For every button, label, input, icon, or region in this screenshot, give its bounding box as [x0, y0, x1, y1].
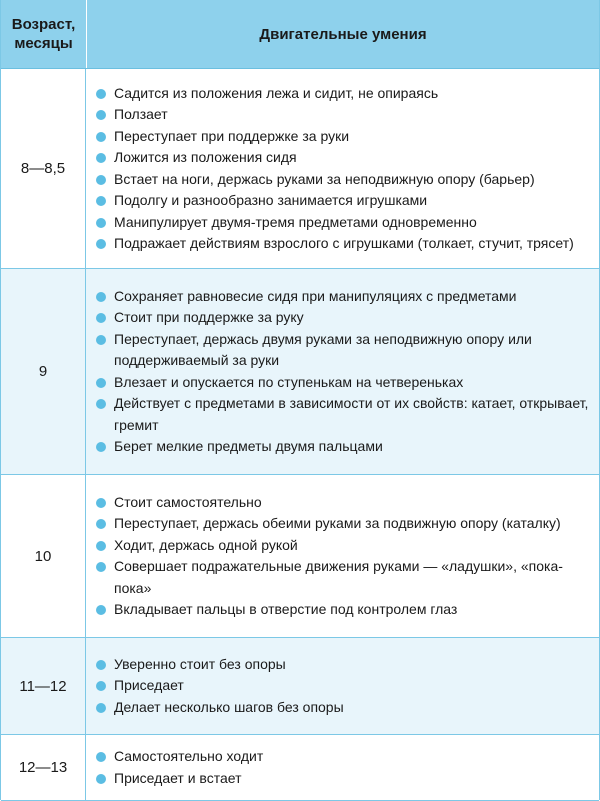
list-item [94, 746, 591, 768]
bullet-icon [96, 774, 106, 784]
bullet-icon [96, 313, 106, 323]
skills-cell [86, 69, 599, 268]
skill-text: Приседает [114, 677, 184, 694]
bullet-icon [96, 541, 106, 551]
age-cell: 11—12 [1, 638, 86, 734]
age-column-header [1, 0, 87, 68]
list-item [94, 675, 591, 697]
skill-text: Берет мелкие предметы двумя пальцами [114, 438, 383, 454]
skill-text: Подолгу и разнообразно занимается игрушками [114, 192, 428, 208]
skill-text: Переступает при поддержке за руки [114, 127, 350, 144]
bullet-icon [96, 660, 106, 670]
list-item [94, 599, 591, 621]
skills-cell [86, 735, 599, 800]
list-item [94, 233, 591, 255]
skill-text: Влезает и опускается по ступенькам на четвереньках [114, 373, 464, 390]
list-item [94, 556, 591, 599]
skills-list [94, 654, 591, 719]
bullet-icon [96, 335, 106, 345]
table-header [1, 0, 599, 69]
skill-text: Самостоятельно ходит [114, 748, 264, 764]
list-item [94, 535, 591, 557]
skills-list [94, 492, 591, 621]
skill-text: Встает на ноги, держась руками за неподвижную опору (барьер) [114, 170, 535, 187]
table-row [1, 735, 599, 801]
skills-list [94, 286, 591, 458]
list-item [94, 654, 591, 676]
bullet-icon [96, 399, 106, 409]
bullet-icon [96, 752, 106, 762]
skills-list [94, 83, 591, 255]
skill-text: Подражает действиям взрослого с игрушками (толкает, стучит, трясет) [114, 235, 574, 251]
bullet-icon [96, 562, 106, 572]
list-item [94, 286, 591, 308]
skill-text: Уверенно стоит без опоры [114, 655, 286, 672]
table-row [1, 475, 599, 638]
skill-text: Совершает подражательные движения руками — «ладушки», «пока-пока» [114, 558, 563, 596]
skill-text: Ползает [114, 106, 168, 122]
skill-text: Приседает и встает [114, 769, 242, 786]
skills-list [94, 746, 591, 789]
skill-text: Делает несколько шагов без опоры [114, 698, 344, 715]
bullet-icon [96, 681, 106, 691]
list-item [94, 436, 591, 458]
list-item [94, 307, 591, 329]
bullet-icon [96, 378, 106, 388]
skills-column-header: Двигательные умения [259, 25, 427, 43]
skills-cell [86, 269, 599, 474]
list-item [94, 329, 591, 372]
age-cell: 10 [1, 475, 86, 637]
bullet-icon [96, 89, 106, 99]
list-item [94, 190, 591, 212]
list-item [94, 492, 591, 514]
skill-text: Сохраняет равновесие сидя при манипуляциях с предметами [114, 287, 517, 304]
age-cell: 12—13 [1, 735, 86, 800]
age-cell: 9 [1, 269, 86, 474]
list-item [94, 393, 591, 436]
bullet-icon [96, 218, 106, 228]
skill-text: Манипулирует двумя-тремя предметами одновременно [114, 213, 477, 230]
list-item [94, 104, 591, 126]
age-cell: 8—8,5 [1, 69, 86, 268]
age-header-line1: Возраст, [11, 16, 76, 33]
skill-text: Садится из положения лежа и сидит, не опираясь [114, 84, 439, 101]
table-row [1, 638, 599, 735]
list-item [94, 126, 591, 148]
skill-text: Переступает, держась обеими руками за подвижную опору (каталку) [114, 515, 561, 531]
table-row [1, 269, 599, 475]
list-item [94, 147, 591, 169]
bullet-icon [96, 292, 106, 302]
list-item [94, 697, 591, 719]
bullet-icon [96, 519, 106, 529]
bullet-icon [96, 196, 106, 206]
age-header-line2: месяцы [14, 35, 73, 52]
bullet-icon [96, 153, 106, 163]
bullet-icon [96, 703, 106, 713]
skills-cell [86, 475, 599, 637]
skill-text: Ложится из положения сидя [114, 149, 297, 165]
bullet-icon [96, 498, 106, 508]
bullet-icon [96, 132, 106, 142]
list-item [94, 513, 591, 535]
skill-text: Стоит самостоятельно [114, 493, 262, 510]
skill-text: Действует с предметами в зависимости от их свойств: катает, открывает, гремит [114, 395, 589, 433]
list-item [94, 372, 591, 394]
list-item [94, 83, 591, 105]
list-item [94, 169, 591, 191]
bullet-icon [96, 442, 106, 452]
skills-cell [86, 638, 599, 734]
bullet-icon [96, 605, 106, 615]
list-item [94, 768, 591, 790]
bullet-icon [96, 175, 106, 185]
table-row [1, 69, 599, 269]
skill-text: Переступает, держась двумя руками за неподвижную опору или поддерживаемый за руки [114, 330, 532, 368]
skill-text: Вкладывает пальцы в отверстие под контролем глаз [114, 601, 458, 617]
list-item [94, 212, 591, 234]
bullet-icon [96, 239, 106, 249]
skill-text: Стоит при поддержке за руку [114, 309, 304, 325]
skill-text: Ходит, держась одной рукой [114, 536, 298, 553]
bullet-icon [96, 110, 106, 120]
